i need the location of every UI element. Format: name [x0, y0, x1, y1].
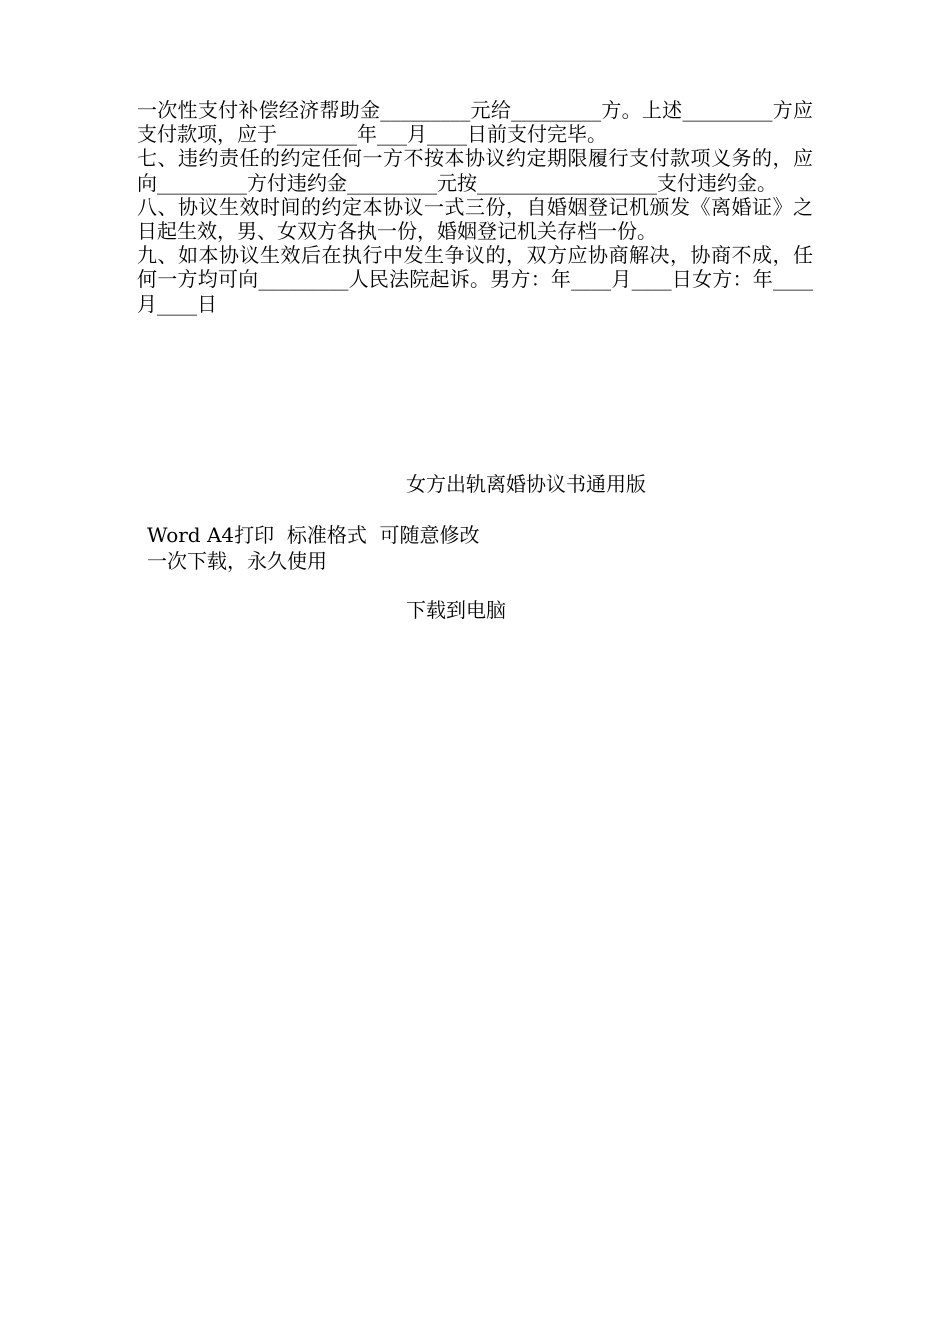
template-usage-note: 一次下载，永久使用	[147, 549, 327, 573]
document-body	[137, 98, 813, 316]
download-to-computer-link[interactable]: 下载到电脑	[406, 598, 506, 622]
template-features: Word A4打印 标准格式 可随意修改	[147, 523, 480, 547]
paragraph-compensation: 一次性支付补偿经济帮助金_________元给_________方。上述_________方应支付款项，应于________年___月____日前支付完毕。	[137, 98, 813, 147]
template-title: 女方出轨离婚协议书通用版	[406, 472, 646, 496]
paragraph-breach-liability: 七、违约责任的约定任何一方不按本协议约定期限履行支付款项义务的，应向_________方付违约金_________元按__________________支付违约金。	[137, 146, 813, 195]
paragraph-dispute-resolution: 九、如本协议生效后在执行中发生争议的，双方应协商解决，协商不成，任何一方均可向_________人民法院起诉。男方：年____月____日女方：年____月____日	[137, 243, 813, 316]
paragraph-effective-date: 八、协议生效时间的约定本协议一式三份，自婚姻登记机颁发《离婚证》之日起生效，男、女双方各执一份，婚姻登记机关存档一份。	[137, 194, 813, 244]
